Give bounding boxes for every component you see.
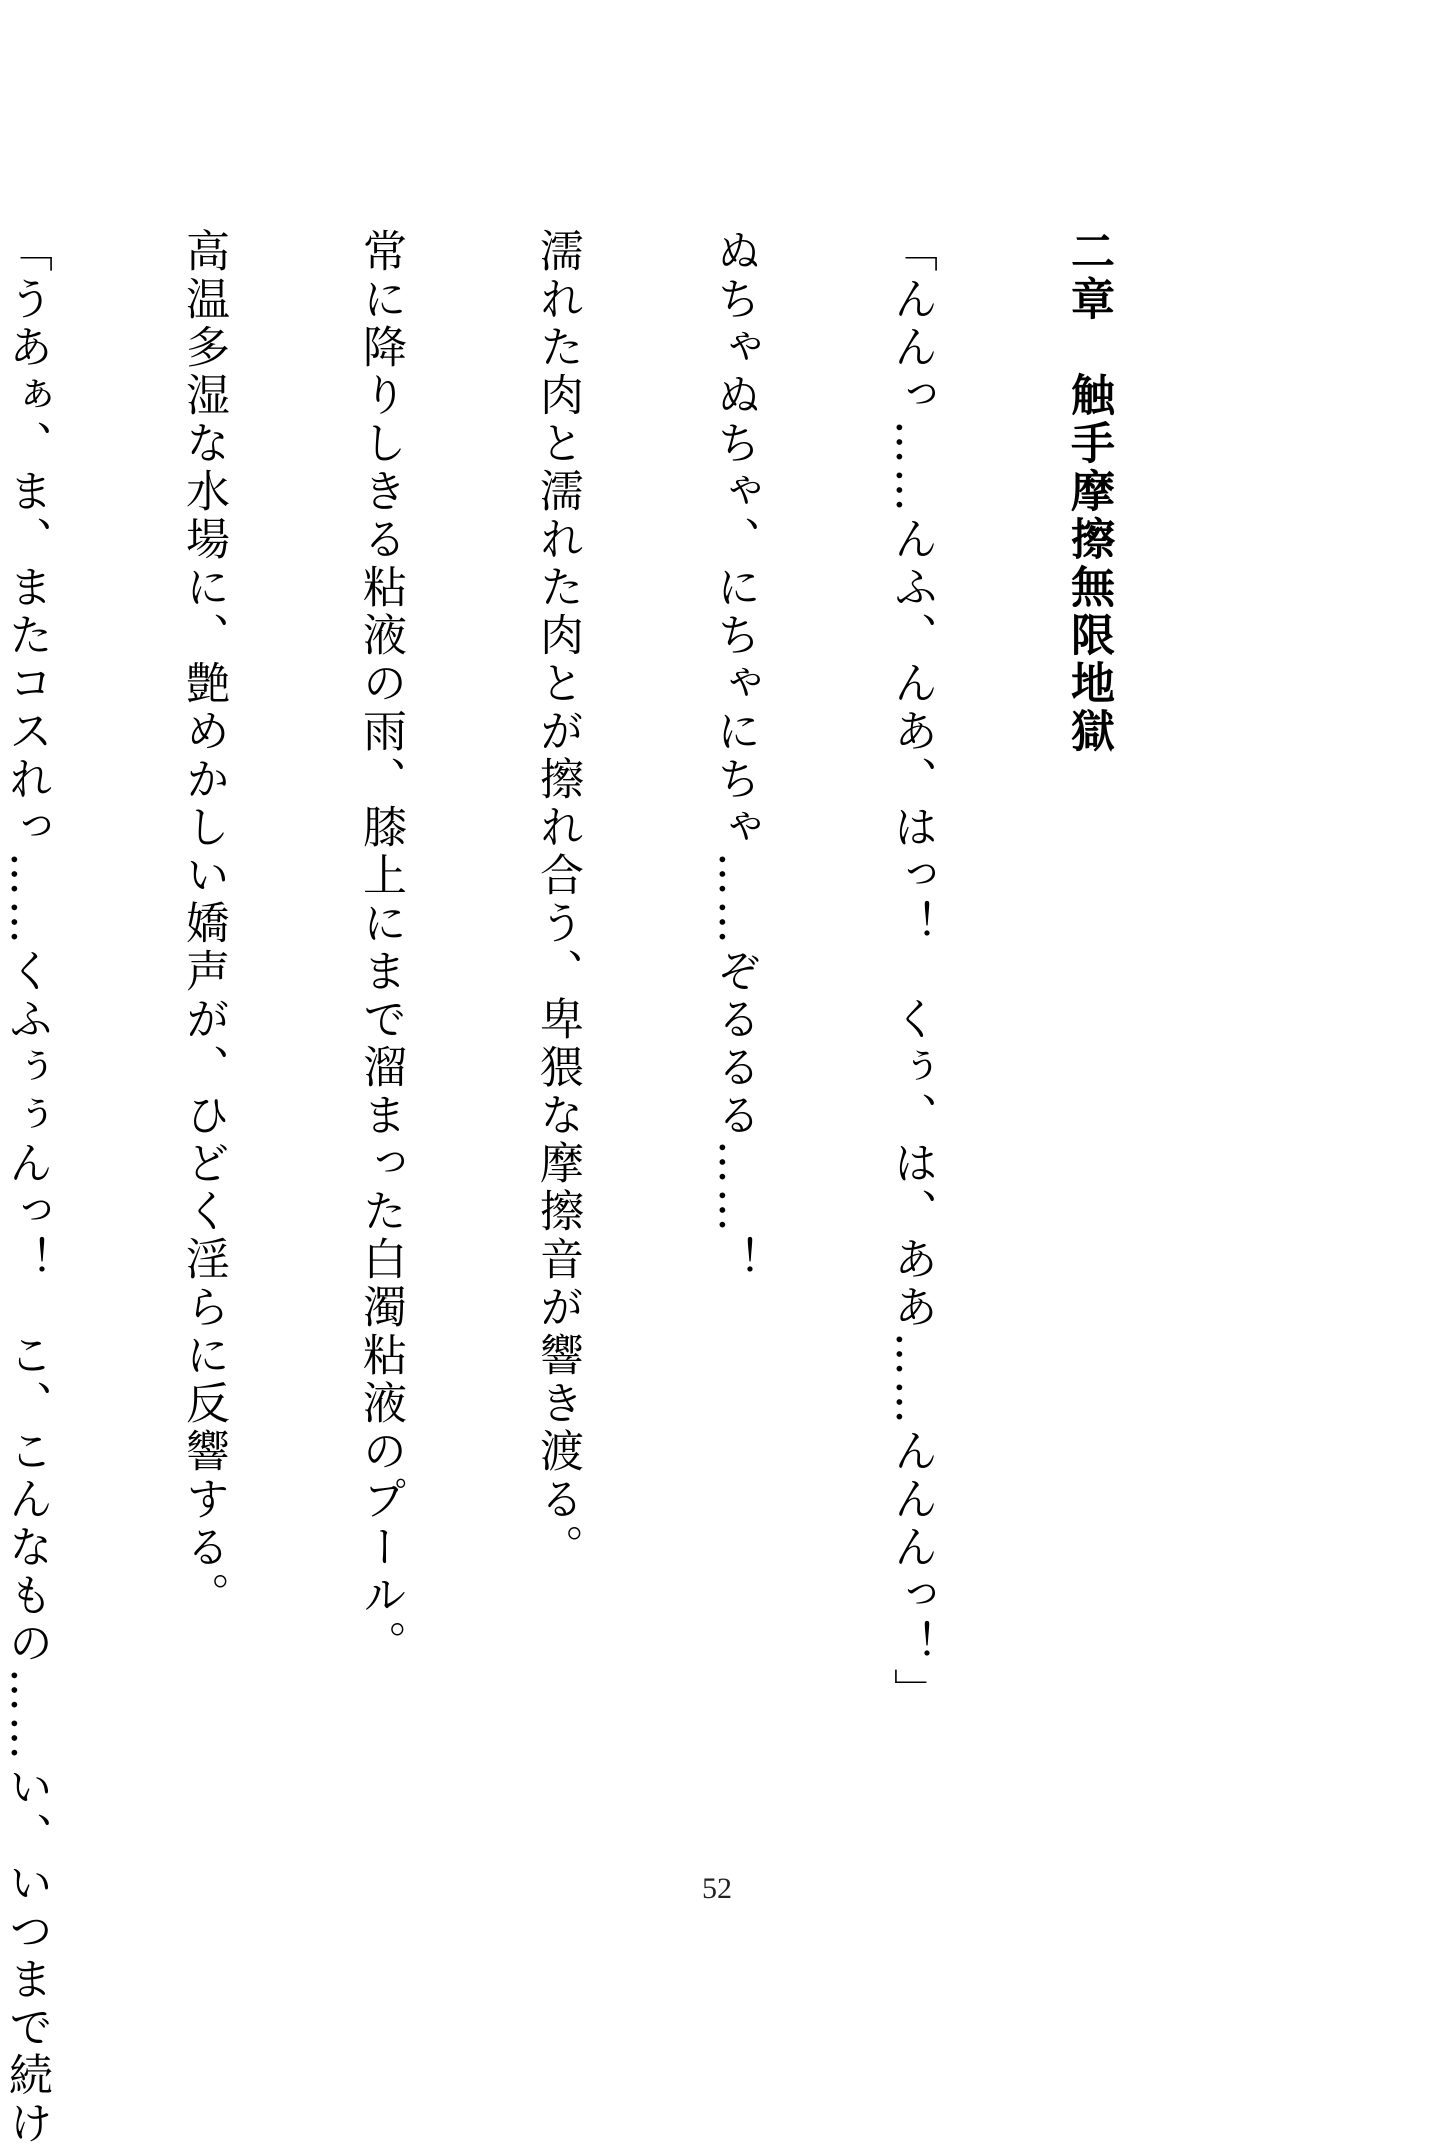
text-line: 「うあぁ、ま、またコスれっ……くふぅぅんっ！ こ、こんなもの……い、いつまで続け [1, 228, 52, 2148]
text-line: ぬちゃぬちゃ、にちゃにちゃ……ぞるるる……！ [709, 228, 760, 1284]
page-number: 52 [702, 1872, 732, 1905]
text-line: 濡れた肉と濡れた肉とが擦れ合う、卑猥な摩擦音が響き渡る。 [532, 228, 583, 1572]
text-line: 高温多湿な水場に、艶めかしい嬌声が、ひどく淫らに反響する。 [178, 228, 229, 1620]
text-line: 「んんっ……んふ、んあ、はっ！ くぅ、は、ああ……んんんっ！」 [886, 228, 937, 1716]
text-line: 常に降りしきる粘液の雨、膝上にまで溜まった白濁粘液のプール。 [355, 228, 406, 1668]
chapter-title: 二章 触手摩擦無限地獄 [1063, 228, 1114, 756]
